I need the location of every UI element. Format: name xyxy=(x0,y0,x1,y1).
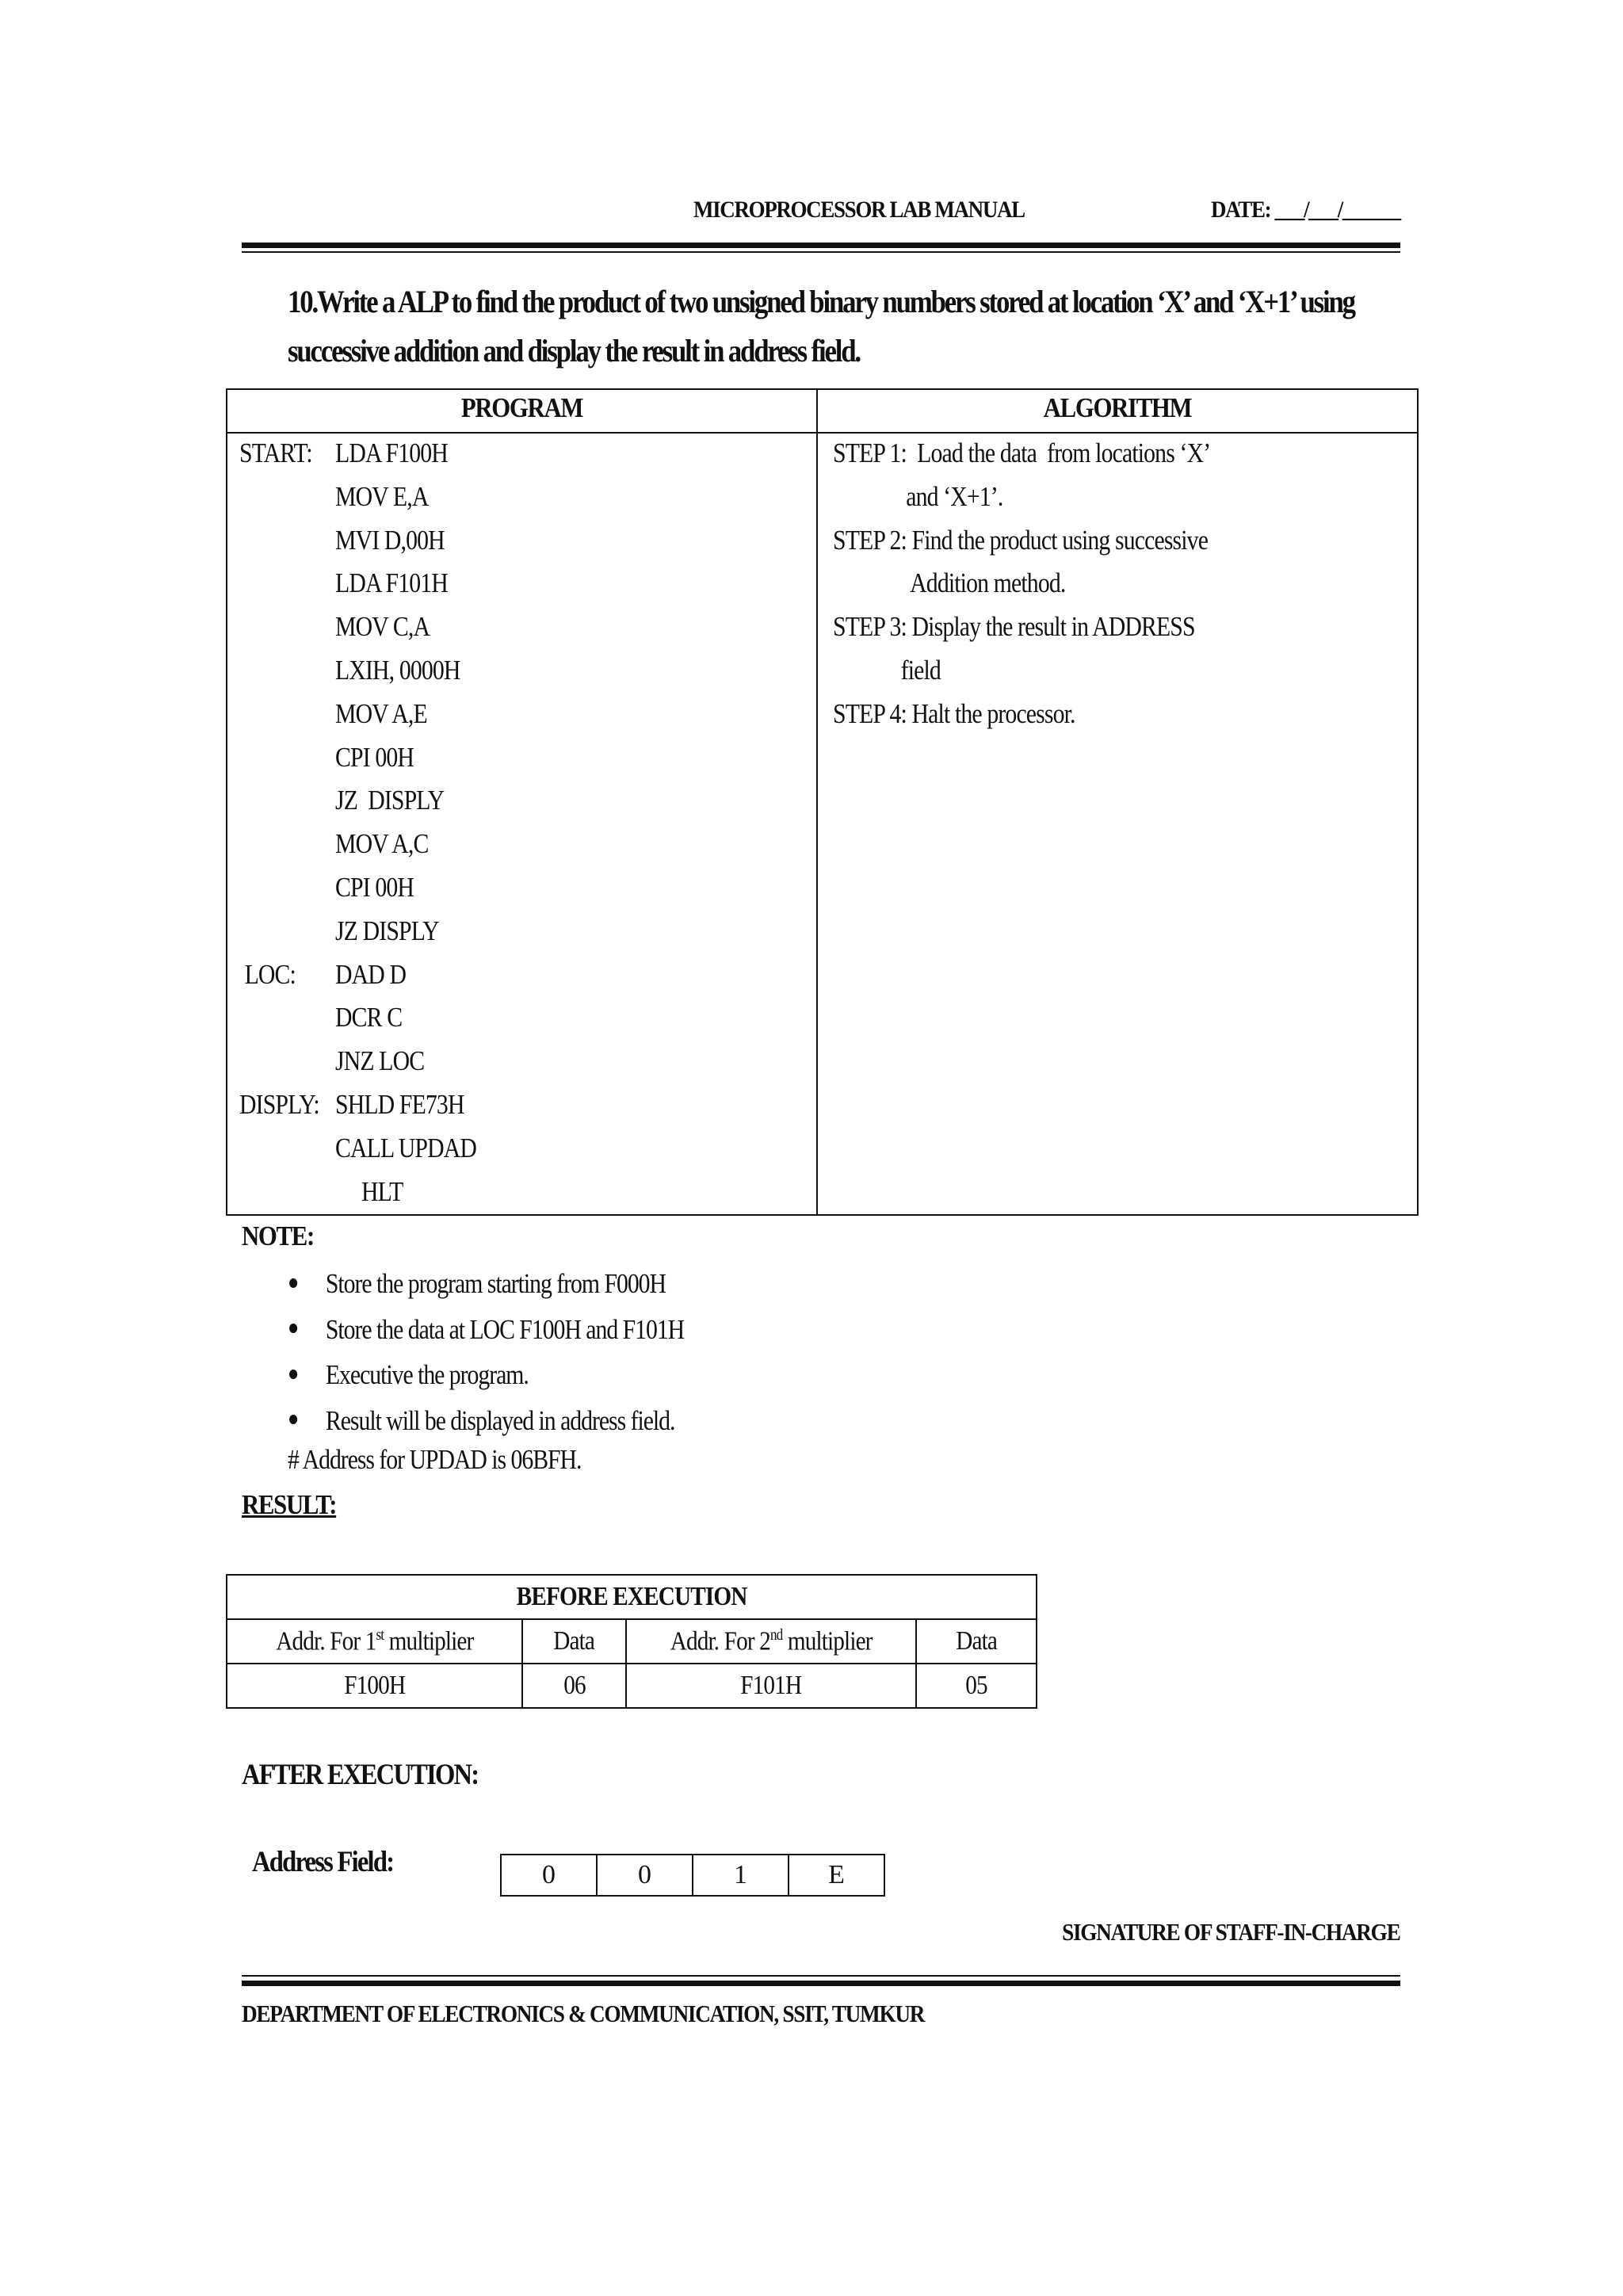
program-instruction: LDA F101H xyxy=(335,567,448,599)
address-field-table xyxy=(500,1854,885,1897)
program-label xyxy=(239,996,319,1040)
note-title: NOTE: xyxy=(242,1221,314,1251)
result-title: RESULT: xyxy=(242,1489,337,1520)
department-footer: DEPARTMENT OF ELECTRONICS & COMMUNICATION, SSIT, TUMKUR xyxy=(242,2000,925,2027)
program-instruction: MOV A,E xyxy=(335,697,427,729)
algorithm-line: and ‘X+1’. xyxy=(833,480,1003,512)
program-instruction: LXIH, 0000H xyxy=(335,654,460,686)
program-instruction: LDA F100H xyxy=(335,437,448,468)
program-label xyxy=(239,606,319,649)
address-digit: 1 xyxy=(693,1855,789,1896)
program-label xyxy=(239,736,319,780)
program-instruction: HLT xyxy=(335,1175,403,1207)
address-digit: 0 xyxy=(501,1855,597,1896)
algorithm-line: STEP 1: Load the data from locations ‘X’ xyxy=(833,437,1211,468)
bullet-icon xyxy=(289,1278,297,1288)
cell-data-2: 05 xyxy=(916,1664,1037,1708)
program-instruction: MOV E,A xyxy=(335,480,429,512)
cell-addr-2: F101H xyxy=(626,1664,916,1708)
bullet-icon xyxy=(289,1324,297,1333)
program-instruction: MOV C,A xyxy=(335,611,430,643)
note-item: Result will be displayed in address field. xyxy=(289,1398,684,1444)
program-label xyxy=(239,823,319,866)
program-instruction: SHLD FE73H xyxy=(335,1088,464,1120)
program-instruction: CPI 00H xyxy=(335,871,414,903)
program-label xyxy=(239,519,319,563)
program-instruction: CPI 00H xyxy=(335,741,414,773)
program-labels xyxy=(239,432,319,1213)
program-label xyxy=(239,779,319,823)
note-item: Store the program starting from F000H xyxy=(289,1261,684,1307)
question-line-1: 10.Write a ALP to find the product of two unsigned binary numbers stored at location ‘X’ and ‘X+1’ using xyxy=(288,284,1354,319)
program-instruction: DAD D xyxy=(335,958,407,990)
before-execution-title: BEFORE EXECUTION xyxy=(227,1575,1037,1619)
program-label xyxy=(239,1127,319,1171)
program-instruction: JNZ LOC xyxy=(335,1045,425,1077)
table-row xyxy=(227,1664,1037,1708)
algorithm-line: Addition method. xyxy=(833,567,1066,599)
program-label: START: xyxy=(239,437,312,468)
cell-data-1: 06 xyxy=(522,1664,626,1708)
program-instruction: MVI D,00H xyxy=(335,524,445,556)
cell-addr-1: F100H xyxy=(227,1664,522,1708)
algorithm-line: field xyxy=(833,654,941,686)
program-label xyxy=(239,910,319,953)
program-instruction: JZ DISPLY xyxy=(335,915,439,946)
header-rule-thick xyxy=(242,243,1400,248)
before-execution-table xyxy=(226,1574,1037,1709)
updad-address-note: # Address for UPDAD is 06BFH. xyxy=(288,1444,582,1475)
program-label xyxy=(239,562,319,606)
algorithm-line: STEP 4: Halt the processor. xyxy=(833,697,1075,729)
staff-signature: SIGNATURE OF STAFF-IN-CHARGE xyxy=(1061,1918,1400,1946)
algorithm-line: STEP 3: Display the result in ADDRESS xyxy=(833,611,1195,643)
program-label xyxy=(239,866,319,910)
bullet-icon xyxy=(289,1370,297,1379)
col-data-1: Data xyxy=(522,1619,626,1664)
col-addr-2: Addr. For 2nd multiplier xyxy=(626,1619,916,1664)
program-label xyxy=(239,649,319,693)
program-header: PROGRAM xyxy=(460,392,583,423)
note-item: Executive the program. xyxy=(289,1352,684,1398)
col-data-2: Data xyxy=(916,1619,1037,1664)
note-list xyxy=(289,1261,684,1443)
program-label xyxy=(239,693,319,736)
manual-title: MICROPROCESSOR LAB MANUAL xyxy=(693,197,1025,223)
bullet-icon xyxy=(289,1415,297,1424)
algorithm-header: ALGORITHM xyxy=(1043,392,1192,423)
header-rule-thin xyxy=(242,251,1400,253)
program-label xyxy=(239,1040,319,1083)
program-instruction: JZ DISPLY xyxy=(335,785,445,816)
program-label xyxy=(239,1171,319,1214)
footer-rule-thin xyxy=(242,1975,1400,1977)
question-line-2: successive addition and display the result in address field. xyxy=(288,333,860,369)
question-text xyxy=(288,277,1354,376)
footer-rule-thick xyxy=(242,1981,1400,1986)
after-execution-title: AFTER EXECUTION: xyxy=(242,1759,479,1791)
address-digit: E xyxy=(789,1855,884,1896)
col-addr-1: Addr. For 1st multiplier xyxy=(227,1619,522,1664)
program-instructions xyxy=(335,432,476,1213)
date-field: DATE: ___/___/______ xyxy=(1211,197,1400,223)
address-field-label: Address Field: xyxy=(252,1846,394,1878)
algorithm-steps xyxy=(833,432,1210,736)
program-label xyxy=(239,476,319,519)
program-label: DISPLY: xyxy=(239,1088,319,1120)
program-instruction: MOV A,C xyxy=(335,828,429,860)
address-digit: 0 xyxy=(597,1855,693,1896)
program-instruction: DCR C xyxy=(335,1002,403,1033)
note-item: Store the data at LOC F100H and F101H xyxy=(289,1307,684,1353)
program-table-divider xyxy=(816,388,818,1216)
program-instruction: CALL UPDAD xyxy=(335,1132,476,1163)
program-label: LOC: xyxy=(239,958,296,990)
algorithm-line: STEP 2: Find the product using successive xyxy=(833,524,1209,556)
